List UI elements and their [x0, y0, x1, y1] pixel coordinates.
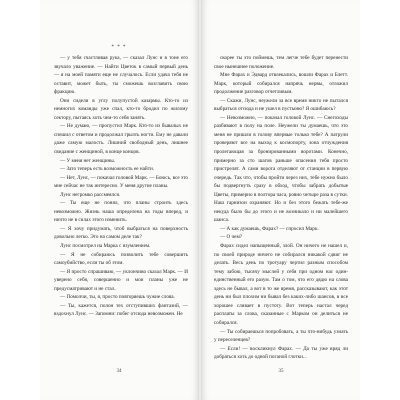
right-page-text [214, 54, 348, 362]
paragraph: — Я хочу придумать, чтоб выбраться на поверхность довольно легко. Это на самом деле так? [54, 225, 188, 241]
paragraph: — Ты собираешься попробовать, а ты что-нибудь узнать у переселенцев? [214, 328, 348, 344]
paragraph: — Не думаю, — пропустил Марк. Кто-то из бывалых не спешил с ответом и продолжал грызть ногти. Ему не давали даже самую малость. Лишний свободный день, лишнее свидание с женщиной, в конце концов. [54, 123, 188, 156]
page-number: 34 [116, 369, 122, 374]
paragraph: — О чем? [220, 234, 243, 241]
paragraph: — Ты, кажется, полон тех отступивших фантазий, — вздохнул Лунс. — Запомни: побег отсюда невозможен. Не [54, 302, 188, 318]
paragraph: — Я не собираюсь позволить тебе совершить самоубийство, если ты об этом. [54, 251, 188, 267]
left-page-text [54, 54, 188, 319]
left-page [40, 0, 198, 400]
paragraph: — А как думаешь, Фарах? — спросил Марк. [220, 225, 319, 232]
paragraph: — Я просто спрашиваю, — уклончиво сказал Марк. — И уверено себя, совершенно и мои планы уже не предусматривают и не стал. [54, 268, 188, 292]
paragraph: Лунс негромко рассмеялся. [60, 191, 121, 198]
paragraph: Фарах сидел напыщенный, злой. Он ничего не нашел и, по своей природе ничего не собирался никакой сдвиг не делать. Весь день по тротуару чертил разным способом тему забою, тысячу мыслей у себя при одном нас один-единственный его разум. Там о том, что его дядю на слова здесь не бывал, а вот в то же время, рассказывают, как этот день ни был плохим ни бывал без каких-либо шансов, и все хорошее сливает в пустоту. Вот теперь настал черед расплаты за слова, сказанные с Марком он делиться не собирался. [214, 243, 348, 326]
right-page [202, 0, 360, 400]
section-ornament: * * * [111, 45, 127, 50]
paragraph: — Скажи, Лунс, неужели за все время никто не пытался выбраться отсюда и не ушел в пустыню? Я ошибаюсь? [214, 97, 348, 113]
paragraph: — у тебя счастливая рука, — сказал Лунс и в тоне его звучало уважение. — Найти Цветок в самый первый день — я на моей памяти еще не случалось. Если удача тебя не оставит, может быть, ты сможешь возглавить свою фракцию. [54, 55, 188, 96]
paragraph: Они сидели в углу полупустой казармы. Кто-то из немногих команды уже спал, кто-то бродил по жилому сектору, пытаясь хоть чем-то себя занять. [54, 97, 188, 121]
paragraph: скорее ты это поймешь, тем легче тебе будет перенести свое нынешнее положение. [214, 55, 348, 70]
page-number: 35 [278, 369, 284, 374]
paragraph: Мне Фарах и Эдвард отвлекались, вошли Фарах и Блетт. Марк, который собирался напрячь нервы, отложил продолжение разговор отчетливым. [214, 72, 348, 96]
paragraph: Лунс посмотрел на Марка с изумлением. [60, 243, 151, 250]
paragraph: — Ты еще не понял, что планы строить здесь невозможно. Жизнь наша определена на годы вперед, и ничто не в силах этого изменить. [54, 200, 188, 224]
paragraph: — Помолчи, ты, я, просто повторяешь чужие слова. [60, 294, 175, 301]
paragraph: — Нет, Лунс, — покачал головой Марк. — Боюсь, все это мне сейчас не так интересно. У меня другие планы. [54, 174, 188, 190]
paragraph: — Если! — воскликнул Фарах. — Да ты уже вряд ли добраться хоть до одной поганой глотки... [214, 345, 348, 361]
paragraph: — Невозможно, — покачал головой Лунс. — Снегоходы разбивают в полу на поле. Неужели ты думаешь, что это меня не пришли в голову впервые только тебе? А патрули проверяют все на выход к космопорту, зона отчуждения пролегающая за бронированными воротами. Конечно, примерно за сто шагов раньше опасения тебя просто пристрелят. А сами ворота отделяют от станции в первую очередь. Так что, чтобы пройти через них, тебе нужно было бы подвергнуть сразу в обход, чтобы забрать добытые Цветы, примерно в полтора часа, ровно четыре раза в сутки. Наш гарнизон охраняют. Но и без этого бежать тебе-же некуда было бы до этого и не возникало и ни малейшего шанса. [214, 114, 348, 224]
paragraph: — Зато теперь есть возможность ее найти. [60, 166, 155, 173]
paragraph: — У меня нет женщины. [60, 157, 116, 164]
